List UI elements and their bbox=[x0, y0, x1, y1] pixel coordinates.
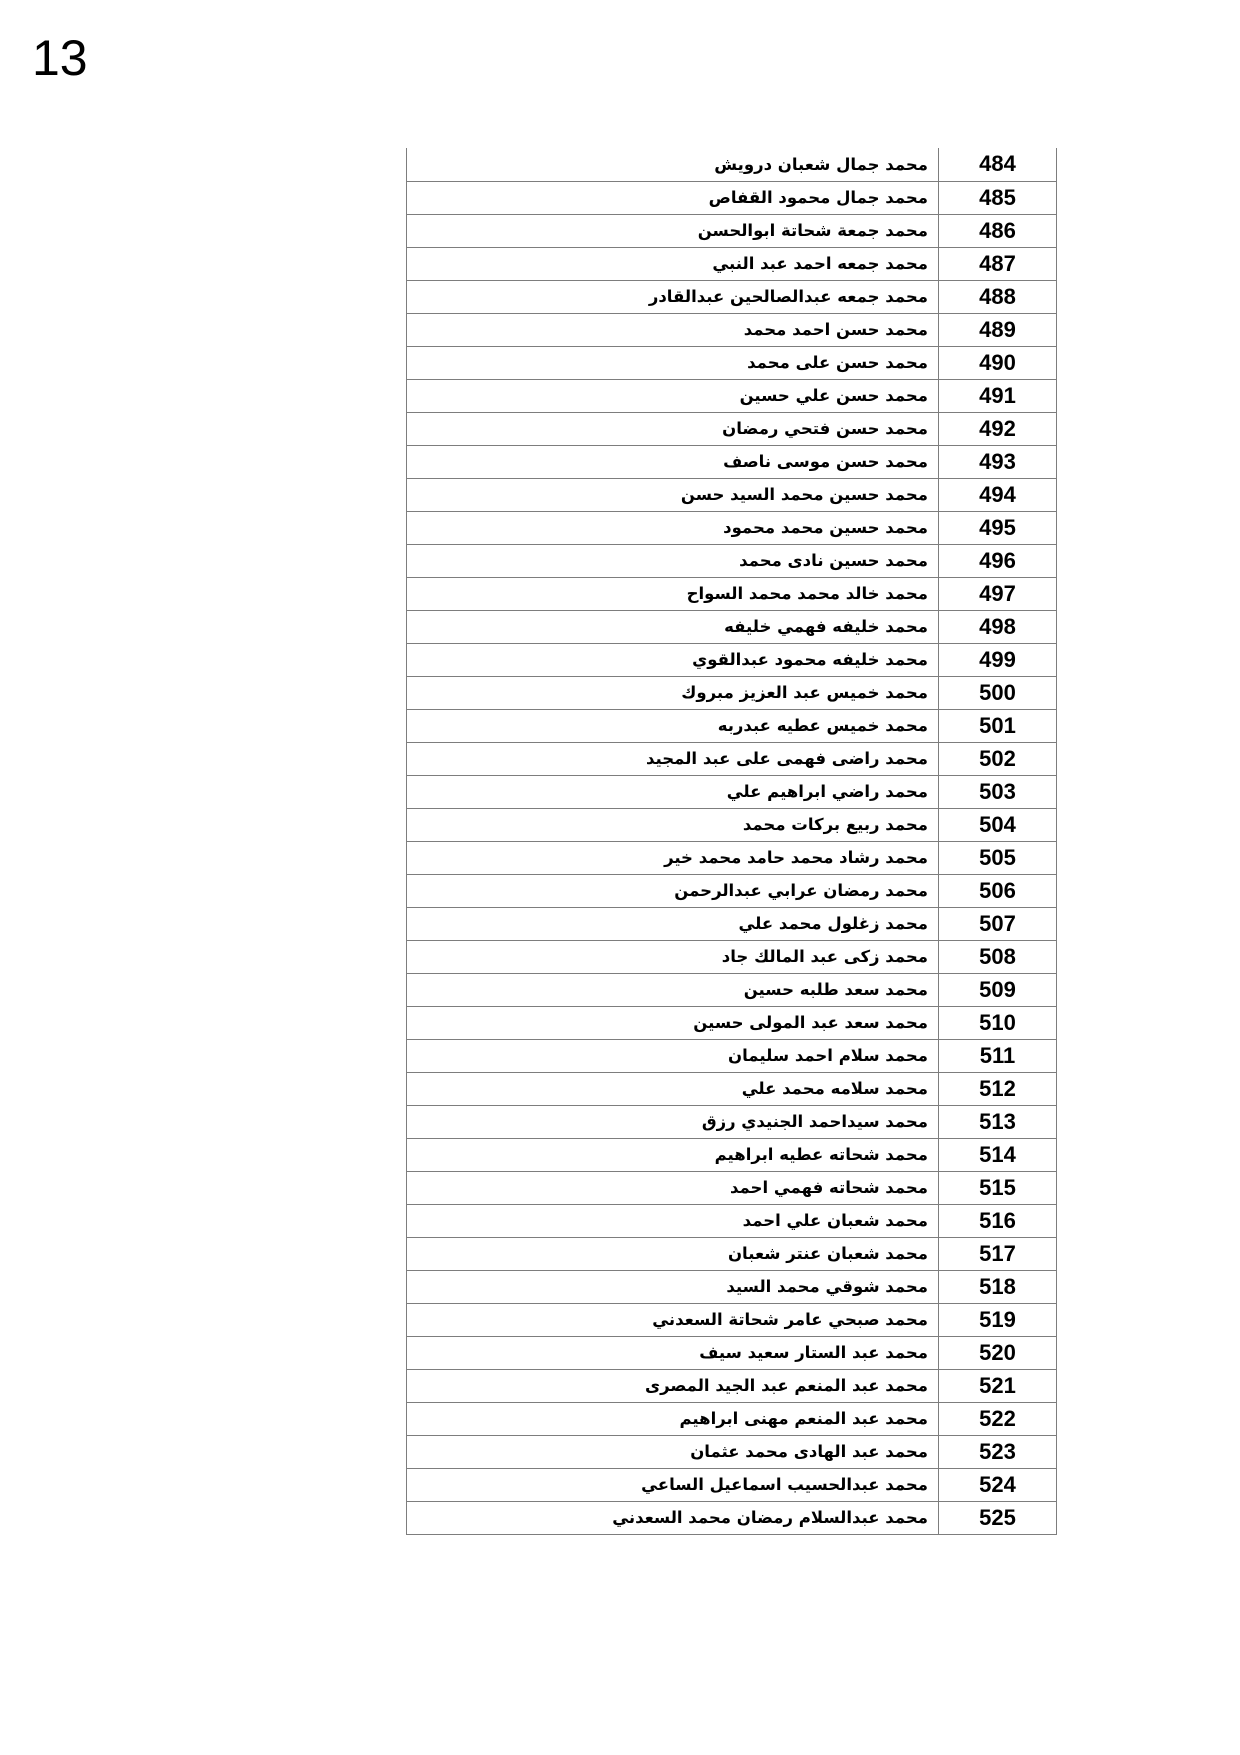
table-row bbox=[407, 1204, 1057, 1237]
name-cell: محمد شحاته فهمي احمد bbox=[407, 1171, 939, 1204]
number-cell: 505 bbox=[939, 841, 1057, 874]
number-cell: 490 bbox=[939, 346, 1057, 379]
number-cell: 496 bbox=[939, 544, 1057, 577]
name-cell: محمد حسين محمد محمود bbox=[407, 511, 939, 544]
number-cell: 498 bbox=[939, 610, 1057, 643]
table-row bbox=[407, 511, 1057, 544]
table-row bbox=[407, 280, 1057, 313]
name-cell: محمد جمال شعبان درويش bbox=[407, 148, 939, 181]
table-row bbox=[407, 1303, 1057, 1336]
name-cell: محمد شحاته عطيه ابراهيم bbox=[407, 1138, 939, 1171]
name-cell: محمد سلامه محمد علي bbox=[407, 1072, 939, 1105]
table-row bbox=[407, 1501, 1057, 1534]
number-cell: 504 bbox=[939, 808, 1057, 841]
table-row bbox=[407, 808, 1057, 841]
name-cell: محمد حسن على محمد bbox=[407, 346, 939, 379]
name-cell: محمد راضي ابراهيم علي bbox=[407, 775, 939, 808]
number-cell: 507 bbox=[939, 907, 1057, 940]
name-cell: محمد عبدالحسيب اسماعيل الساعي bbox=[407, 1468, 939, 1501]
table-row bbox=[407, 247, 1057, 280]
number-cell: 521 bbox=[939, 1369, 1057, 1402]
table-row bbox=[407, 379, 1057, 412]
number-cell: 484 bbox=[939, 148, 1057, 181]
number-cell: 524 bbox=[939, 1468, 1057, 1501]
table-row bbox=[407, 478, 1057, 511]
number-cell: 510 bbox=[939, 1006, 1057, 1039]
name-cell: محمد جمعه احمد عبد النبي bbox=[407, 247, 939, 280]
table-row bbox=[407, 1105, 1057, 1138]
name-cell: محمد عبد الهادى محمد عثمان bbox=[407, 1435, 939, 1468]
table-row bbox=[407, 148, 1057, 181]
table-row bbox=[407, 1402, 1057, 1435]
table-body bbox=[407, 148, 1057, 1534]
name-cell: محمد عبد المنعم مهنى ابراهيم bbox=[407, 1402, 939, 1435]
number-cell: 499 bbox=[939, 643, 1057, 676]
table-row bbox=[407, 1435, 1057, 1468]
number-cell: 508 bbox=[939, 940, 1057, 973]
table-row bbox=[407, 1072, 1057, 1105]
number-cell: 489 bbox=[939, 313, 1057, 346]
name-cell: محمد سيداحمد الجنيدي رزق bbox=[407, 1105, 939, 1138]
number-cell: 511 bbox=[939, 1039, 1057, 1072]
name-cell: محمد حسن علي حسين bbox=[407, 379, 939, 412]
name-cell: محمد عبد المنعم عبد الجيد المصرى bbox=[407, 1369, 939, 1402]
name-cell: محمد سعد طلبه حسين bbox=[407, 973, 939, 1006]
number-cell: 493 bbox=[939, 445, 1057, 478]
table-row bbox=[407, 610, 1057, 643]
name-cell: محمد شوقي محمد السيد bbox=[407, 1270, 939, 1303]
number-cell: 518 bbox=[939, 1270, 1057, 1303]
number-cell: 501 bbox=[939, 709, 1057, 742]
number-cell: 523 bbox=[939, 1435, 1057, 1468]
table-row bbox=[407, 643, 1057, 676]
table-row bbox=[407, 445, 1057, 478]
table-row bbox=[407, 1138, 1057, 1171]
number-cell: 492 bbox=[939, 412, 1057, 445]
table-row bbox=[407, 1171, 1057, 1204]
name-cell: محمد خالد محمد محمد السواح bbox=[407, 577, 939, 610]
number-cell: 514 bbox=[939, 1138, 1057, 1171]
table-row bbox=[407, 412, 1057, 445]
number-cell: 502 bbox=[939, 742, 1057, 775]
number-cell: 509 bbox=[939, 973, 1057, 1006]
table-row bbox=[407, 1237, 1057, 1270]
name-cell: محمد سعد عبد المولى حسين bbox=[407, 1006, 939, 1039]
number-cell: 520 bbox=[939, 1336, 1057, 1369]
number-cell: 486 bbox=[939, 214, 1057, 247]
name-cell: محمد راضى فهمى على عبد المجيد bbox=[407, 742, 939, 775]
number-cell: 512 bbox=[939, 1072, 1057, 1105]
name-cell: محمد شعبان علي احمد bbox=[407, 1204, 939, 1237]
number-cell: 515 bbox=[939, 1171, 1057, 1204]
name-cell: محمد جمعة شحاتة ابوالحسن bbox=[407, 214, 939, 247]
table-row bbox=[407, 1468, 1057, 1501]
number-cell: 516 bbox=[939, 1204, 1057, 1237]
number-cell: 522 bbox=[939, 1402, 1057, 1435]
name-cell: محمد سلام احمد سليمان bbox=[407, 1039, 939, 1072]
table-row bbox=[407, 313, 1057, 346]
number-cell: 495 bbox=[939, 511, 1057, 544]
name-cell: محمد ربيع بركات محمد bbox=[407, 808, 939, 841]
number-cell: 506 bbox=[939, 874, 1057, 907]
table-row bbox=[407, 1336, 1057, 1369]
table-row bbox=[407, 544, 1057, 577]
name-cell: محمد حسين محمد السيد حسن bbox=[407, 478, 939, 511]
number-cell: 517 bbox=[939, 1237, 1057, 1270]
table-row bbox=[407, 973, 1057, 1006]
page-number: 13 bbox=[32, 30, 88, 86]
name-cell: محمد حسين نادى محمد bbox=[407, 544, 939, 577]
name-cell: محمد صبحي عامر شحاتة السعدني bbox=[407, 1303, 939, 1336]
name-cell: محمد جمال محمود القفاص bbox=[407, 181, 939, 214]
table-row bbox=[407, 907, 1057, 940]
table-row bbox=[407, 841, 1057, 874]
number-cell: 513 bbox=[939, 1105, 1057, 1138]
table-row bbox=[407, 1039, 1057, 1072]
number-cell: 497 bbox=[939, 577, 1057, 610]
number-cell: 485 bbox=[939, 181, 1057, 214]
number-cell: 525 bbox=[939, 1501, 1057, 1534]
names-table bbox=[406, 148, 1057, 1535]
table-row bbox=[407, 181, 1057, 214]
name-cell: محمد خميس عطيه عبدربه bbox=[407, 709, 939, 742]
table-row bbox=[407, 775, 1057, 808]
name-cell: محمد جمعه عبدالصالحين عبدالقادر bbox=[407, 280, 939, 313]
table-row bbox=[407, 1270, 1057, 1303]
table-row bbox=[407, 940, 1057, 973]
table-row bbox=[407, 577, 1057, 610]
table-row bbox=[407, 346, 1057, 379]
number-cell: 500 bbox=[939, 676, 1057, 709]
name-cell: محمد رشاد محمد حامد محمد خير bbox=[407, 841, 939, 874]
number-cell: 494 bbox=[939, 478, 1057, 511]
number-cell: 487 bbox=[939, 247, 1057, 280]
name-cell: محمد حسن فتحي رمضان bbox=[407, 412, 939, 445]
name-cell: محمد خليفه محمود عبدالقوي bbox=[407, 643, 939, 676]
number-cell: 503 bbox=[939, 775, 1057, 808]
name-cell: محمد زغلول محمد علي bbox=[407, 907, 939, 940]
number-cell: 519 bbox=[939, 1303, 1057, 1336]
name-cell: محمد خليفه فهمي خليفه bbox=[407, 610, 939, 643]
number-cell: 488 bbox=[939, 280, 1057, 313]
table-row bbox=[407, 709, 1057, 742]
table-row bbox=[407, 742, 1057, 775]
table-row bbox=[407, 1006, 1057, 1039]
number-cell: 491 bbox=[939, 379, 1057, 412]
name-cell: محمد خميس عبد العزيز مبروك bbox=[407, 676, 939, 709]
name-cell: محمد عبد الستار سعيد سيف bbox=[407, 1336, 939, 1369]
table-row bbox=[407, 676, 1057, 709]
name-cell: محمد رمضان عرابي عبدالرحمن bbox=[407, 874, 939, 907]
name-cell: محمد عبدالسلام رمضان محمد السعدني bbox=[407, 1501, 939, 1534]
name-cell: محمد شعبان عنتر شعبان bbox=[407, 1237, 939, 1270]
name-cell: محمد حسن موسى ناصف bbox=[407, 445, 939, 478]
name-cell: محمد حسن احمد محمد bbox=[407, 313, 939, 346]
table-row bbox=[407, 874, 1057, 907]
table-row bbox=[407, 214, 1057, 247]
table-row bbox=[407, 1369, 1057, 1402]
name-cell: محمد زكى عبد المالك جاد bbox=[407, 940, 939, 973]
